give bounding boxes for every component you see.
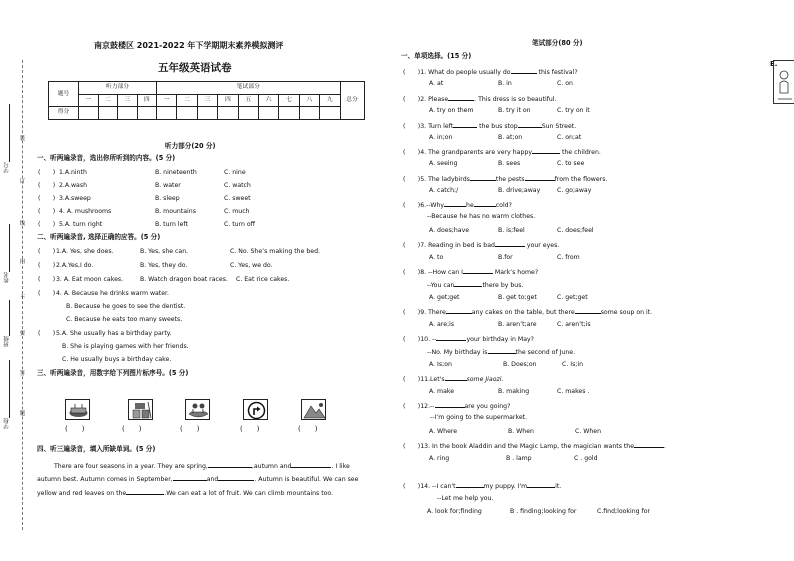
- option-a: 1.A.ninth: [59, 169, 87, 176]
- option-a: 3.A.sweep: [59, 195, 91, 202]
- score-table-col: 五: [238, 94, 258, 107]
- score-table-col: 七: [279, 94, 299, 107]
- question-text: --You can: [427, 282, 455, 289]
- question-text: 10. --: [420, 336, 437, 343]
- question-text: the bus stop: [477, 123, 518, 130]
- option-b: B. drive;away: [498, 187, 541, 194]
- score-table-col: 四: [218, 94, 238, 107]
- margin-label-class: 班级: [4, 336, 10, 347]
- option-c: C. does;feel: [557, 227, 594, 234]
- answer-blank[interactable]: [474, 200, 496, 207]
- question-text: 5. The ladybirds: [420, 176, 470, 183]
- answer-blank[interactable]: [525, 174, 555, 181]
- listening-s4-title: 四、听三遍录音，填入所缺单词。(5 分): [37, 445, 156, 453]
- answer-blank[interactable]: [518, 121, 542, 128]
- option-b: B.for: [498, 254, 513, 261]
- answer-blank[interactable]: [495, 240, 525, 247]
- answer-blank[interactable]: [448, 94, 474, 101]
- score-table-col: 一: [157, 94, 177, 107]
- answer-paren[interactable]: ( ): [403, 149, 421, 156]
- listening-s1-title: 一、听两遍录音，选出你所听到的内容。(5 分): [37, 154, 176, 162]
- option-b: B. She is playing games with her friends.: [62, 343, 189, 350]
- option-a: 2.A.wash: [59, 182, 87, 189]
- option-c: C. Eat rice cakes.: [236, 276, 290, 283]
- answer-paren[interactable]: ( ): [403, 336, 421, 343]
- option-b: B. Yes, they do.: [140, 262, 188, 269]
- cake-picture: [65, 399, 90, 420]
- option-c: C. on: [557, 80, 573, 87]
- written-title: 笔试部分(80 分): [532, 39, 583, 47]
- score-table-col: 一: [79, 94, 99, 107]
- option-c: C.find;looking for: [597, 508, 651, 515]
- answer-blank[interactable]: [575, 307, 601, 314]
- dragon-boat-picture: [185, 399, 210, 420]
- option-a: A. make: [429, 388, 455, 395]
- answer-blank[interactable]: [470, 174, 496, 181]
- cloze-line-2: [37, 474, 358, 483]
- option-c: C. sweet: [224, 195, 251, 202]
- question-text: your eyes.: [524, 242, 560, 249]
- question-text: my puppy. I'm: [483, 483, 528, 490]
- answer-paren[interactable]: ( ): [403, 309, 421, 316]
- score-cell[interactable]: [320, 107, 340, 120]
- option-a: 5.A. turn right: [59, 221, 103, 228]
- score-cell[interactable]: [218, 107, 238, 120]
- binding-mark: 答: [18, 370, 25, 376]
- question-text: the children.: [559, 149, 601, 156]
- question-text: 8. --How can I: [420, 269, 463, 276]
- binding-mark: 装: [18, 135, 25, 141]
- cloze-line-1: [54, 461, 350, 470]
- answer-blank[interactable]: [436, 334, 466, 341]
- margin-blank-class[interactable]: [9, 300, 10, 336]
- answer-paren[interactable]: ( ): [403, 202, 421, 209]
- cloze-blank[interactable]: [208, 461, 252, 468]
- score-cell[interactable]: [118, 107, 138, 120]
- score-cell[interactable]: [299, 107, 319, 120]
- mc-question: [403, 481, 561, 490]
- written-s1-title: 一、单项选择。(15 分): [401, 52, 472, 60]
- option-b: B . finding;looking for: [510, 508, 577, 515]
- question-text: the second of June.: [515, 349, 576, 356]
- dialogue-reply: --I’m going to the supermarket.: [430, 414, 528, 421]
- answer-blank[interactable]: [444, 200, 466, 207]
- option-b: B. sees: [498, 160, 521, 167]
- option-a: A. in;on: [429, 134, 453, 141]
- question-text: Mark’s home?: [492, 269, 539, 276]
- option-a: A. seeing: [429, 160, 458, 167]
- answer-blank[interactable]: [527, 481, 555, 488]
- binding-mark: 内: [18, 258, 25, 264]
- question-text: any cakes on the table, but there: [471, 309, 575, 316]
- answer-paren[interactable]: ( ): [38, 169, 56, 176]
- option-a: 1.A. Yes, she does.: [56, 248, 114, 255]
- mc-question: [403, 121, 576, 130]
- option-c: C. Because he eats too many sweets.: [66, 316, 183, 323]
- score-cell[interactable]: [79, 107, 99, 120]
- question-text: from the flowers.: [554, 176, 608, 183]
- score-table-col: 八: [299, 94, 319, 107]
- answer-blank[interactable]: [435, 401, 465, 408]
- option-a: A. does;have: [429, 227, 470, 234]
- score-table: [48, 81, 365, 120]
- option-b: B. nineteenth: [155, 169, 197, 176]
- option-b: B. Does;on: [503, 361, 537, 368]
- listening-s3-title: 三、听两遍录音，用数字给下列图片标序号。(5 分): [37, 369, 189, 377]
- binding-mark: 题: [18, 410, 25, 416]
- option-a: A. at: [429, 80, 444, 87]
- option-a: A. Is;on: [429, 361, 452, 368]
- answer-paren[interactable]: ( ): [38, 290, 56, 297]
- answer-blank[interactable]: [634, 441, 667, 450]
- mc-question: [403, 200, 512, 209]
- option-a: A. try on them: [429, 107, 474, 114]
- option-c: C. go;away: [557, 187, 592, 194]
- option-a: 4. A. mushrooms: [59, 208, 112, 215]
- option-b: B . lamp: [506, 455, 532, 462]
- option-b: B. When: [508, 428, 534, 435]
- option-b: B. water: [155, 182, 181, 189]
- score-cell[interactable]: [157, 107, 177, 120]
- dialogue-reply: --Let me help you.: [437, 495, 494, 502]
- score-table-score-label: 得分: [49, 107, 79, 120]
- cloze-line-3: [37, 488, 333, 497]
- option-a: A. catch;/: [429, 187, 459, 194]
- question-text: 11.Let's: [420, 376, 445, 383]
- answer-paren[interactable]: ( ): [403, 123, 421, 130]
- option-c: C. No. She’s making the bed.: [230, 248, 320, 255]
- answer-paren[interactable]: ( ): [38, 276, 56, 283]
- question-text: 2. Please: [420, 96, 449, 103]
- score-cell[interactable]: [177, 107, 197, 120]
- sweeping-picture: [128, 399, 153, 420]
- next-page-picture: [773, 60, 794, 104]
- mc-question: [403, 334, 534, 343]
- dialogue-reply: [427, 347, 575, 356]
- option-c: C. from: [557, 254, 580, 261]
- question-text: 9. There: [420, 309, 446, 316]
- answer-blank[interactable]: [446, 307, 472, 314]
- answer-blank[interactable]: [454, 280, 482, 287]
- cloze-text: yellow and red leaves on the: [37, 490, 127, 497]
- option-a: 3. A. Eat moon cakes.: [56, 276, 124, 283]
- option-a: 4. A. Because he drinks warm water.: [56, 290, 169, 297]
- option-c: C. aren’t;is: [557, 321, 591, 328]
- option-b: B. mountains: [155, 208, 196, 215]
- mc-question: [403, 441, 666, 450]
- option-b: B. Because he goes to see the dentist.: [66, 303, 186, 310]
- mc-question: [403, 174, 607, 183]
- mc-question: [403, 307, 652, 316]
- question-text: this festival?: [536, 69, 578, 76]
- answer-blank[interactable]: [456, 481, 484, 488]
- mc-question: [403, 401, 510, 410]
- score-table-row-label: 题号: [49, 82, 79, 107]
- mc-question: [403, 147, 601, 156]
- answer-paren[interactable]: ( ): [403, 242, 421, 249]
- answer-blank[interactable]: [445, 374, 467, 381]
- listening-s2-title: 二、听两遍录音, 选择正确的应答。(5 分): [37, 233, 161, 241]
- option-a: 5.A. She usually has a birthday party.: [56, 330, 172, 337]
- score-table-col: 二: [98, 94, 118, 107]
- question-text: 12.--: [420, 403, 435, 410]
- question-text: 7. Reading in bed is bad: [420, 242, 495, 249]
- option-c: C. watch: [224, 182, 251, 189]
- margin-label-student-id: 学号: [4, 162, 10, 173]
- answer-paren[interactable]: ( ): [403, 176, 421, 183]
- margin-blank-name[interactable]: [9, 224, 10, 272]
- score-table-total-header: 总分: [340, 82, 364, 120]
- score-table-col: 四: [137, 94, 157, 107]
- answer-paren[interactable]: ( ): [38, 208, 56, 215]
- option-b: B. Yes, she can.: [140, 248, 189, 255]
- question-text: some Jiaozi.: [466, 376, 504, 383]
- cloze-blank[interactable]: [218, 474, 254, 481]
- score-cell[interactable]: [197, 107, 217, 120]
- listening-title: 听力部分(20 分): [165, 142, 216, 150]
- option-c: C. try on it: [557, 107, 590, 114]
- answer-paren[interactable]: ( ): [403, 96, 421, 103]
- picture-order-paren[interactable]: ( ): [240, 425, 260, 433]
- question-text: there by bus.: [482, 282, 524, 289]
- score-cell[interactable]: [238, 107, 258, 120]
- question-text: are you going?: [464, 403, 511, 410]
- exam-subtitle: 五年级英语试卷: [158, 62, 232, 74]
- option-a: A. are;is: [429, 321, 455, 328]
- score-cell[interactable]: [98, 107, 118, 120]
- question-text: your birthday in May?: [466, 336, 534, 343]
- margin-label-name: 姓名: [4, 272, 10, 283]
- question-text: .: [664, 443, 667, 450]
- cloze-text: . Autumn is beautiful. We can see: [254, 476, 359, 483]
- mc-question: [403, 94, 557, 103]
- option-b: B. turn left: [155, 221, 188, 228]
- answer-paren[interactable]: ( ): [38, 330, 56, 337]
- question-text: 6.--Why: [420, 202, 445, 209]
- question-text: Sun Street.: [541, 123, 577, 130]
- cloze-text: There are four seasons in a year. They are spring,: [54, 463, 208, 470]
- answer-paren[interactable]: ( ): [403, 269, 421, 276]
- score-table-written-header: 笔试部分: [157, 82, 341, 95]
- mc-question: [403, 374, 503, 383]
- answer-paren[interactable]: ( ): [403, 69, 421, 76]
- question-text: 4. The grandparents are very happy: [420, 149, 532, 156]
- answer-paren[interactable]: ( ): [403, 403, 421, 410]
- answer-blank[interactable]: [488, 347, 516, 354]
- option-c: C. turn off: [224, 221, 255, 228]
- answer-blank[interactable]: [453, 121, 477, 128]
- option-a: A. to: [429, 254, 444, 261]
- question-text: the pests: [495, 176, 525, 183]
- picture-order-paren[interactable]: ( ): [298, 425, 318, 433]
- score-table-col: 三: [118, 94, 138, 107]
- option-c: C. Is;in: [562, 361, 584, 368]
- mc-question: [403, 67, 578, 76]
- score-cell[interactable]: [258, 107, 278, 120]
- question-text: it.: [555, 483, 562, 490]
- answer-paren[interactable]: ( ): [38, 221, 56, 228]
- binding-mark: 订: [18, 178, 25, 184]
- option-c: C. much: [224, 208, 250, 215]
- option-c: C. on;at: [557, 134, 582, 141]
- question-text: he: [466, 202, 474, 209]
- answer-paren[interactable]: ( ): [403, 376, 421, 383]
- next-page-label: E.: [770, 60, 778, 68]
- option-a: A. get;get: [429, 294, 460, 301]
- option-c: C. Yes, we do.: [230, 262, 273, 269]
- option-c: C. get;get: [557, 294, 588, 301]
- score-table-col: 六: [258, 94, 278, 107]
- question-text: cold?: [495, 202, 512, 209]
- answer-paren[interactable]: ( ): [38, 262, 56, 269]
- turn-right-sign: [243, 399, 268, 420]
- answer-blank[interactable]: [532, 147, 560, 154]
- answer-paren[interactable]: ( ): [403, 483, 421, 490]
- option-a: A. look for;finding: [427, 508, 482, 515]
- option-c: C. makes .: [557, 388, 590, 395]
- picture-order-paren[interactable]: ( ): [65, 425, 85, 433]
- cloze-text: ,autumn and: [251, 463, 292, 470]
- margin-blank-school[interactable]: [9, 360, 10, 418]
- option-b: B. making: [498, 388, 530, 395]
- answer-blank[interactable]: [463, 267, 493, 274]
- answer-blank[interactable]: [511, 67, 537, 74]
- cloze-text: autumn best. Autumn comes in September,: [37, 476, 173, 483]
- margin-label-school: 学校: [4, 418, 10, 429]
- option-c: C. He usually buys a birthday cake.: [62, 356, 172, 363]
- binding-mark: 线: [18, 220, 25, 226]
- cloze-blank[interactable]: [291, 461, 331, 468]
- question-text: 13. In the book Aladdin and the Magic Lamp, the magician wants the: [420, 443, 635, 450]
- answer-paren[interactable]: ( ): [403, 443, 421, 450]
- score-table-listening-header: 听力部分: [79, 82, 157, 95]
- option-b: B. is;feel: [498, 227, 525, 234]
- dialogue-reply: [427, 280, 523, 289]
- mountains-picture: [301, 399, 326, 420]
- question-text: 1. What do people usually do: [420, 69, 511, 76]
- mc-question: [403, 267, 538, 276]
- cloze-text: and: [206, 476, 219, 483]
- binding-mark: 要: [18, 330, 25, 336]
- score-cell[interactable]: [279, 107, 299, 120]
- question-text: . This dress is so beautiful.: [474, 96, 557, 103]
- cloze-text: . I like: [331, 463, 350, 470]
- option-b: B. sleep: [155, 195, 180, 202]
- option-b: B. at;on: [498, 134, 523, 141]
- margin-blank-student-id[interactable]: [9, 104, 10, 162]
- score-table-col: 九: [320, 94, 340, 107]
- option-c: C . gold: [574, 455, 598, 462]
- option-b: B. Watch dragon boat races.: [140, 276, 228, 283]
- question-text: 14. --I can't: [420, 483, 456, 490]
- mc-question: [403, 240, 559, 249]
- cloze-blank[interactable]: [126, 488, 164, 495]
- cloze-blank[interactable]: [173, 474, 207, 481]
- option-c: C. When: [575, 428, 602, 435]
- option-b: B. aren’t;are: [498, 321, 537, 328]
- option-a: A. ring: [429, 455, 450, 462]
- score-cell[interactable]: [137, 107, 157, 120]
- score-table-col: 二: [177, 94, 197, 107]
- answer-paren[interactable]: ( ): [38, 248, 56, 255]
- answer-paren[interactable]: ( ): [38, 195, 56, 202]
- picture-order-paren[interactable]: ( ): [180, 425, 200, 433]
- option-a: 2.A.Yes,I do.: [56, 262, 94, 269]
- question-text: 3. Turn left: [420, 123, 454, 130]
- option-a: A. Where: [429, 428, 458, 435]
- option-b: B. in: [498, 80, 512, 87]
- question-text: --No. My birthday is: [427, 349, 488, 356]
- cloze-text: .We can eat a lot of fruit. We can climb mountains too.: [164, 490, 334, 497]
- question-text: some soup on it.: [600, 309, 653, 316]
- dialogue-reply: --Because he has no warm clothes.: [427, 213, 536, 220]
- option-b: B. try it on: [498, 107, 531, 114]
- option-c: C. nine: [224, 169, 246, 176]
- option-c: C. to see: [557, 160, 585, 167]
- picture-order-paren[interactable]: ( ): [122, 425, 142, 433]
- answer-paren[interactable]: ( ): [38, 182, 56, 189]
- option-b: B. get to;get: [498, 294, 537, 301]
- exam-title: 南京鼓楼区 2021-2022 年下学期期末素养模拟测评: [94, 41, 284, 50]
- binding-mark: 不: [18, 294, 25, 300]
- score-table-col: 三: [197, 94, 217, 107]
